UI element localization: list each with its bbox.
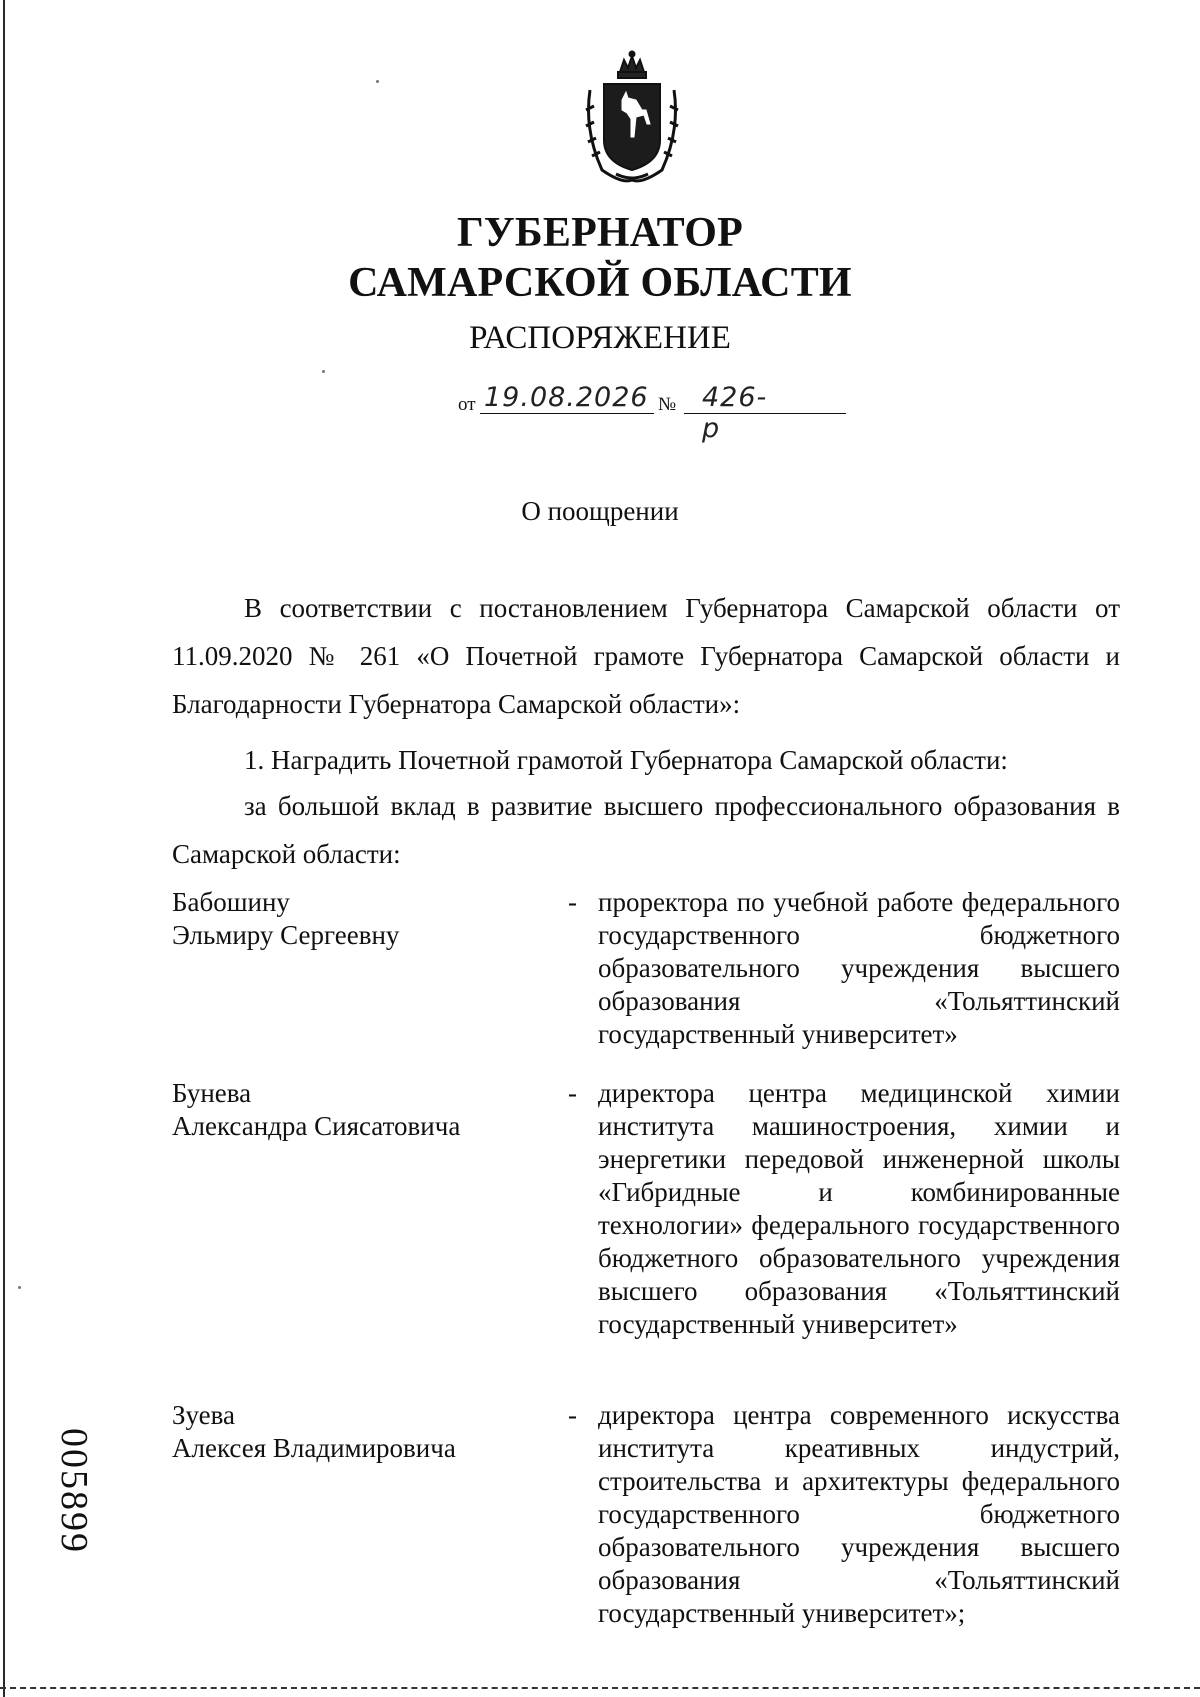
awardee-name [172, 1077, 552, 1143]
serial-number: 005899 [53, 1428, 95, 1554]
awardee-surname: Бунева [172, 1078, 252, 1108]
number-handwritten: 426-р [702, 382, 768, 444]
coat-of-arms-emblem [582, 50, 682, 188]
date-underline [480, 413, 654, 414]
entry-dash: - [568, 1400, 577, 1430]
awardee-given-names: Эльмиру Сергеевну [172, 920, 400, 950]
number-label: № [658, 394, 677, 415]
entry-dash: - [568, 1078, 577, 1108]
awardee-position: директора центра медицинской химии института машиностроения, химии и энергетики передовой инженерной школы «Гибридные и комбинированные технологии» федерального государственного бюджетного образовательного учреждения высшего образования «Тольяттинский государственный университет» [598, 1078, 1120, 1339]
reason-paragraph: за большой вклад в развитие высшего профессионального образования в Самарской области: [172, 791, 1120, 869]
scan-speck [322, 370, 325, 373]
document-type: РАСПОРЯЖЕНИЕ [469, 320, 731, 356]
awardee-surname: Бабошину [172, 887, 290, 917]
date-handwritten: 19.08.2026 [484, 382, 649, 413]
item-1-paragraph: 1. Наградить Почетной грамотой Губернатора Самарской области: [244, 745, 1008, 775]
scan-speck [18, 1286, 21, 1289]
awardee-name [172, 1399, 552, 1465]
scan-speck [376, 80, 379, 83]
date-label: от [458, 394, 476, 415]
awardee-given-names: Алексея Владимировича [172, 1433, 456, 1463]
preamble-paragraph: В соответствии с постановлением Губернатора Самарской области от 11.09.2020 № 261 «О Почетной грамоте Губернатора Самарской области и Благодарности Губернатора Самарской области»: [172, 593, 1120, 719]
page-bottom-edge [0, 1687, 1200, 1689]
awardee-given-names: Александра Сиясатовича [172, 1111, 461, 1141]
entry-dash: - [568, 887, 577, 917]
org-title-line1: ГУБЕРНАТОР [456, 210, 744, 256]
awardee-position: директора центра современного искусства института креативных индустрий, строительства и архитектуры федерального государственного бюджетного образовательного учреждения высшего образования «Тольяттинский государственный университет»; [598, 1400, 1120, 1628]
org-title-line2: САМАРСКОЙ ОБЛАСТИ [348, 260, 852, 306]
document-subject: О поощрении [521, 496, 679, 526]
awardee-position: проректора по учебной работе федерального государственного бюджетного образовательного учреждения высшего образования «Тольяттинский государственный университет» [598, 887, 1120, 1049]
awardee-surname: Зуева [172, 1400, 236, 1430]
awardee-name [172, 886, 552, 952]
